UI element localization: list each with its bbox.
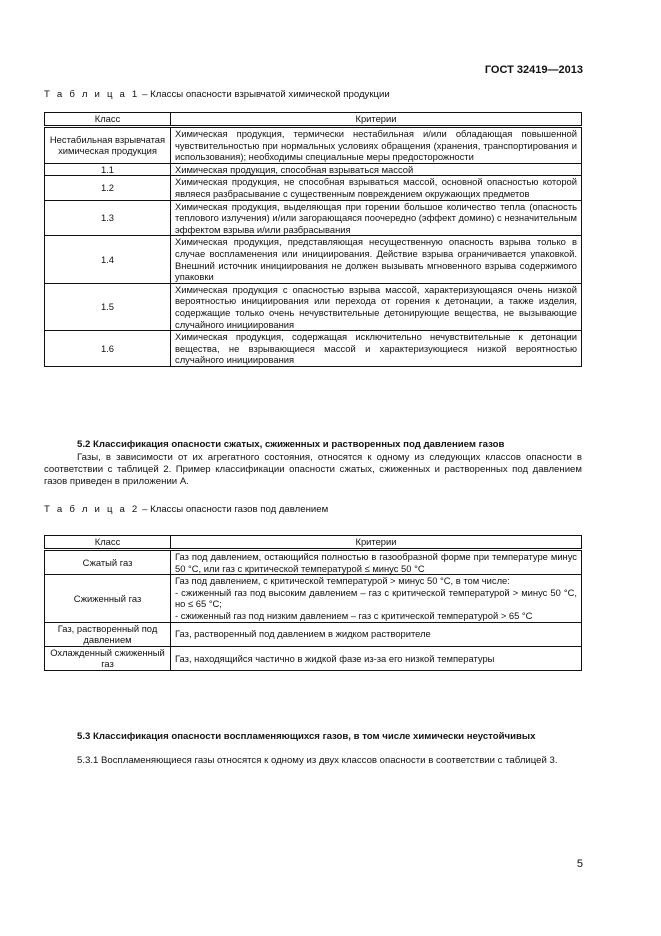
- table1-criteria-cell: Химическая продукция, не способная взрываться массой, основной опасностью которой являеся разбрасывание с существенным повреждением окружающих предметов: [171, 176, 582, 200]
- table1: [44, 112, 582, 367]
- table1-class-cell: Нестабильная взрывчатая химическая продукция: [45, 127, 171, 164]
- table1-criteria-cell: Химическая продукция, выделяющая при горении большое количество тепла (опасность теплового излучения) и/или загорающаяся поочередно (эффект домино) с незначительным эффектом взрыва и/или разбрасывания: [171, 200, 582, 236]
- table1-header-class: Класс: [45, 113, 171, 127]
- table1-header-criteria: Критерии: [171, 113, 582, 127]
- table1-criteria-cell: Химическая продукция с опасностью взрыва массой, характеризующаяся очень низкой вероятностью инициирования или перехода от горения к детонации, а также изделия, содержащие только очень нечувствительные детонирующие вещества, не вызывающие случайного инициирования: [171, 283, 582, 330]
- table2-class-cell: Сжиженный газ: [45, 575, 171, 622]
- table2-criteria-cell: Газ, находящийся частично в жидкой фазе из-за его низкой температуры: [171, 646, 582, 670]
- table2: [44, 535, 582, 671]
- table2-criteria-cell: Газ, растворенный под давлением в жидком растворителе: [171, 622, 582, 646]
- table-row: [45, 331, 582, 367]
- table1-caption-prefix: Т а б л и ц а 1: [44, 89, 140, 100]
- table1-caption: [44, 89, 390, 100]
- table-row: [45, 575, 582, 622]
- table1-class-cell: 1.6: [45, 331, 171, 367]
- table2-header-criteria: Критерии: [171, 536, 582, 550]
- table1-criteria-cell: Химическая продукция, способная взрываться массой: [171, 163, 582, 176]
- document-id: ГОСТ 32419—2013: [484, 64, 583, 76]
- table2-header-class: Класс: [45, 536, 171, 550]
- table-row: [45, 646, 582, 670]
- criteria-line: - сжиженный газ под высоким давлением – газ с критической температурой > минус 50 °С, но ≤ 65 °С;: [175, 586, 577, 610]
- table1-class-cell: 1.2: [45, 176, 171, 200]
- table-row: [45, 200, 582, 236]
- table-row: [45, 176, 582, 200]
- table2-caption-prefix: Т а б л и ц а 2: [44, 504, 140, 515]
- table-row: [45, 550, 582, 575]
- table2-class-cell: Сжатый газ: [45, 550, 171, 575]
- section-5-3-1-paragraph: 5.3.1 Воспламеняющиеся газы относятся к одному из двух классов опасности в соответствии с таблицей 3.: [77, 755, 558, 766]
- table1-class-cell: 1.4: [45, 236, 171, 283]
- table1-criteria-cell: Химическая продукция, содержащая исключительно нечувствительные к детонации вещества, не взрывающиеся массой и характеризующиеся низкой вероятностью случайного инициирования: [171, 331, 582, 367]
- section-5-2-paragraph: Газы, в зависимости от их агрегатного состояния, относятся к одному из следующих классов опасности в соответствии с таблицей 2. Пример классификации опасности сжатых, сжиженных и растворенных под давлением газов приведен в приложении А.: [44, 452, 582, 487]
- criteria-line: Газ под давлением, с критической температурой > минус 50 °С, в том числе:: [175, 575, 510, 587]
- table-row: [45, 236, 582, 283]
- table2-caption: [44, 504, 328, 515]
- table1-criteria-cell: Химическая продукция, термически нестабильная и/или обладающая повышенной чувствительностью при нормальных условиях обращения (хранения, транспортирования и использования); необходимы специальные меры предосторожности: [171, 127, 582, 164]
- table1-class-cell: 1.5: [45, 283, 171, 330]
- table2-caption-text: – Классы опасности газов под давлением: [139, 504, 329, 515]
- table-row: [45, 622, 582, 646]
- table-row: [45, 163, 582, 176]
- table2-class-cell: Газ, растворенный под давлением: [45, 622, 171, 646]
- table1-class-cell: 1.1: [45, 163, 171, 176]
- page-number: 5: [576, 858, 583, 870]
- criteria-line: - сжиженный газ под низким давлением – газ с критической температурой > 65 °С: [175, 609, 533, 621]
- section-5-2-heading: 5.2 Классификация опасности сжатых, сжиженных и растворенных под давлением газов: [77, 439, 505, 450]
- table-row: [45, 127, 582, 164]
- table-row: [45, 283, 582, 330]
- table1-criteria-cell: Химическая продукция, представляющая несущественную опасность взрыва только в случае воспламенения или инициирования. Действие взрыва ограничивается упаковкой. Внешний источник инициирования не должен вызывать мгновенного взрыва содержимого упаковки: [171, 236, 582, 283]
- section-5-3-heading: 5.3 Классификация опасности воспламеняющихся газов, в том числе химически неустойчивых: [77, 731, 536, 742]
- table2-class-cell: Охлажденный сжиженный газ: [45, 646, 171, 670]
- table1-caption-text: – Классы опасности взрывчатой химической продукции: [139, 89, 390, 100]
- table1-class-cell: 1.3: [45, 200, 171, 236]
- table2-criteria-cell: [171, 575, 582, 622]
- table2-criteria-cell: Газ под давлением, остающийся полностью в газообразной форме при температуре минус 50 °С, или газ с критической температурой ≤ минус 50 °С: [171, 550, 582, 575]
